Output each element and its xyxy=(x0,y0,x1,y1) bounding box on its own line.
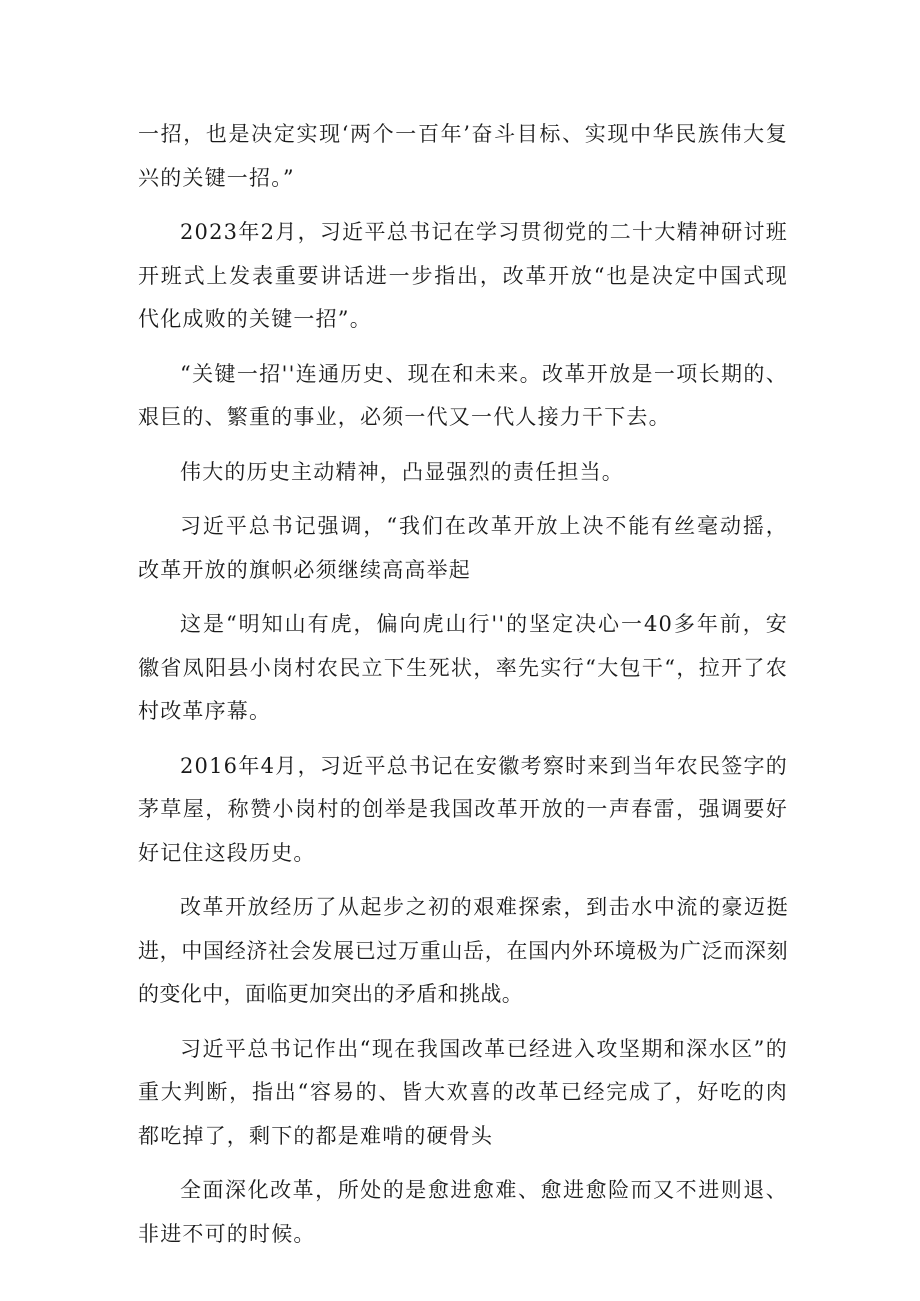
paragraph-5: 习近平总书记强调，“我们在改革开放上决不能有丝毫动摇，改革开放的旗帜必须继续高高举起 xyxy=(138,514,788,582)
paragraph-9: 习近平总书记作出“现在我国改革已经进入攻坚期和深水区”的重大判断，指出“容易的、皆大欢喜的改革已经完成了，好吃的肉都吃掉了，剩下的都是难啃的硬骨头 xyxy=(138,1036,788,1148)
paragraph-10: 全面深化改革，所处的是愈进愈难、愈进愈险而又不进则退、非进不可的时候。 xyxy=(138,1178,788,1246)
paragraph-6: 这是“明知山有虎，偏向虎山行''的坚定决心一40多年前，安徽省凤阳县小岗村农民立下生死状，率先实行“大包干“，拉开了农村改革序幕。 xyxy=(138,612,788,723)
paragraph-4: 伟大的历史主动精神，凸显强烈的责任担当。 xyxy=(180,459,624,484)
paragraph-3: “关键一招''连通历史、现在和未来。改革开放是一项长期的、艰巨的、繁重的事业，必须一代又一代人接力干下去。 xyxy=(138,361,788,429)
paragraph-7: 2016年4月，习近平总书记在安徽考察时来到当年农民签字的茅草屋，称赞小岗村的创举是我国改革开放的一声春雷，强调要好好记住这段历史。 xyxy=(138,753,788,865)
article-body xyxy=(138,113,788,1267)
paragraph-8: 改革开放经历了从起步之初的艰难探索，到击水中流的豪迈挺进，中国经济社会发展已过万重山岳，在国内外环境极为广泛而深刻的变化中，面临更加突出的矛盾和挑战。 xyxy=(138,895,788,1006)
paragraph-2: 2023年2月，习近平总书记在学习贯彻党的二十大精神研讨班开班式上发表重要讲话进一步指出，改革开放“也是决定中国式现代化成败的关键一招”。 xyxy=(138,220,788,331)
paragraph-1: 一招，也是决定实现‘两个一百年’奋斗目标、实现中华民族伟大复兴的关键一招。” xyxy=(138,122,788,190)
